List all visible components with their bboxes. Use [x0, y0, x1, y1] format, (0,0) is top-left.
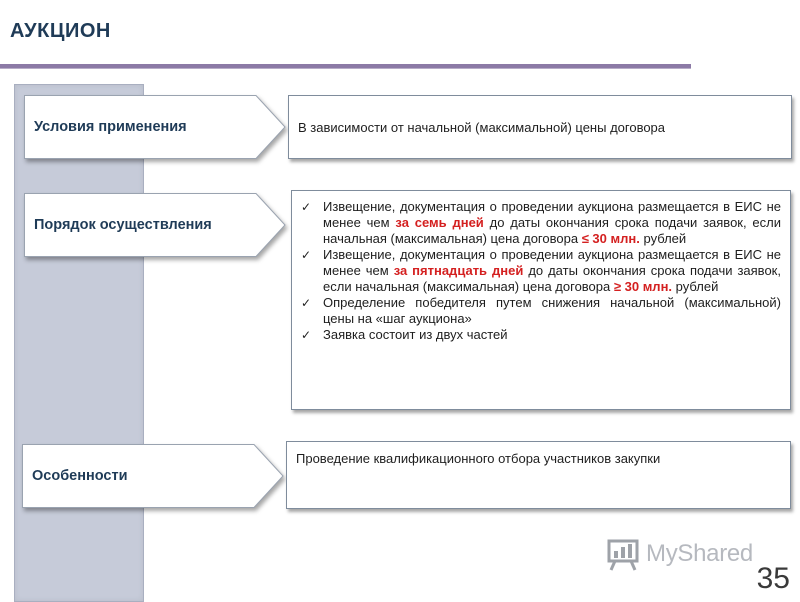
slide-title: АУКЦИОН [10, 20, 111, 42]
sidebar-bar [14, 84, 144, 602]
checkmark-icon: ✓ [301, 248, 312, 262]
chart-board-icon [606, 537, 640, 571]
list-item: ✓ Извещение, документация о проведении аукциона размещается в ЕИС не менее чем за пятнадцать дней до даты окончания срока подачи заявок, если начальная (максимальная) цена договора ≥ 30 млн. рублей [301, 247, 781, 294]
checkmark-icon: ✓ [301, 328, 312, 342]
content-conditions: В зависимости от начальной (максимальной) цены договора [298, 120, 666, 135]
watermark-text: MyShared [646, 540, 753, 567]
page-number: 35 [756, 562, 790, 595]
checkmark-icon: ✓ [301, 296, 312, 310]
list-item: ✓ Заявка состоит из двух частей [301, 327, 508, 342]
content-features: Проведение квалификационного отбора участников закупки [296, 451, 661, 466]
label-conditions: Условия применения [34, 119, 187, 135]
title-divider [0, 64, 691, 69]
content-box-conditions [288, 95, 792, 159]
list-item: ✓ Извещение, документация о проведении аукциона размещается в ЕИС не менее чем за семь дней до даты окончания срока подачи заявок, если начальная (максимальная) цена договора ≤ 30 млн. рублей [301, 199, 781, 246]
checkmark-icon: ✓ [301, 200, 312, 214]
label-arrow-features [22, 444, 284, 508]
watermark-logo [606, 536, 776, 572]
content-box-procedure [291, 190, 791, 410]
label-arrow-conditions [24, 95, 286, 159]
list-item: ✓ Определение победителя путем снижения начальной (максимальной) цены на «шаг аукциона» [301, 295, 781, 326]
procedure-list-wrap [298, 199, 781, 343]
content-box-features [286, 441, 791, 509]
procedure-list [298, 199, 781, 343]
label-procedure: Порядок осуществления [34, 217, 212, 233]
label-features: Особенности [32, 468, 128, 484]
label-arrow-procedure [24, 193, 286, 257]
